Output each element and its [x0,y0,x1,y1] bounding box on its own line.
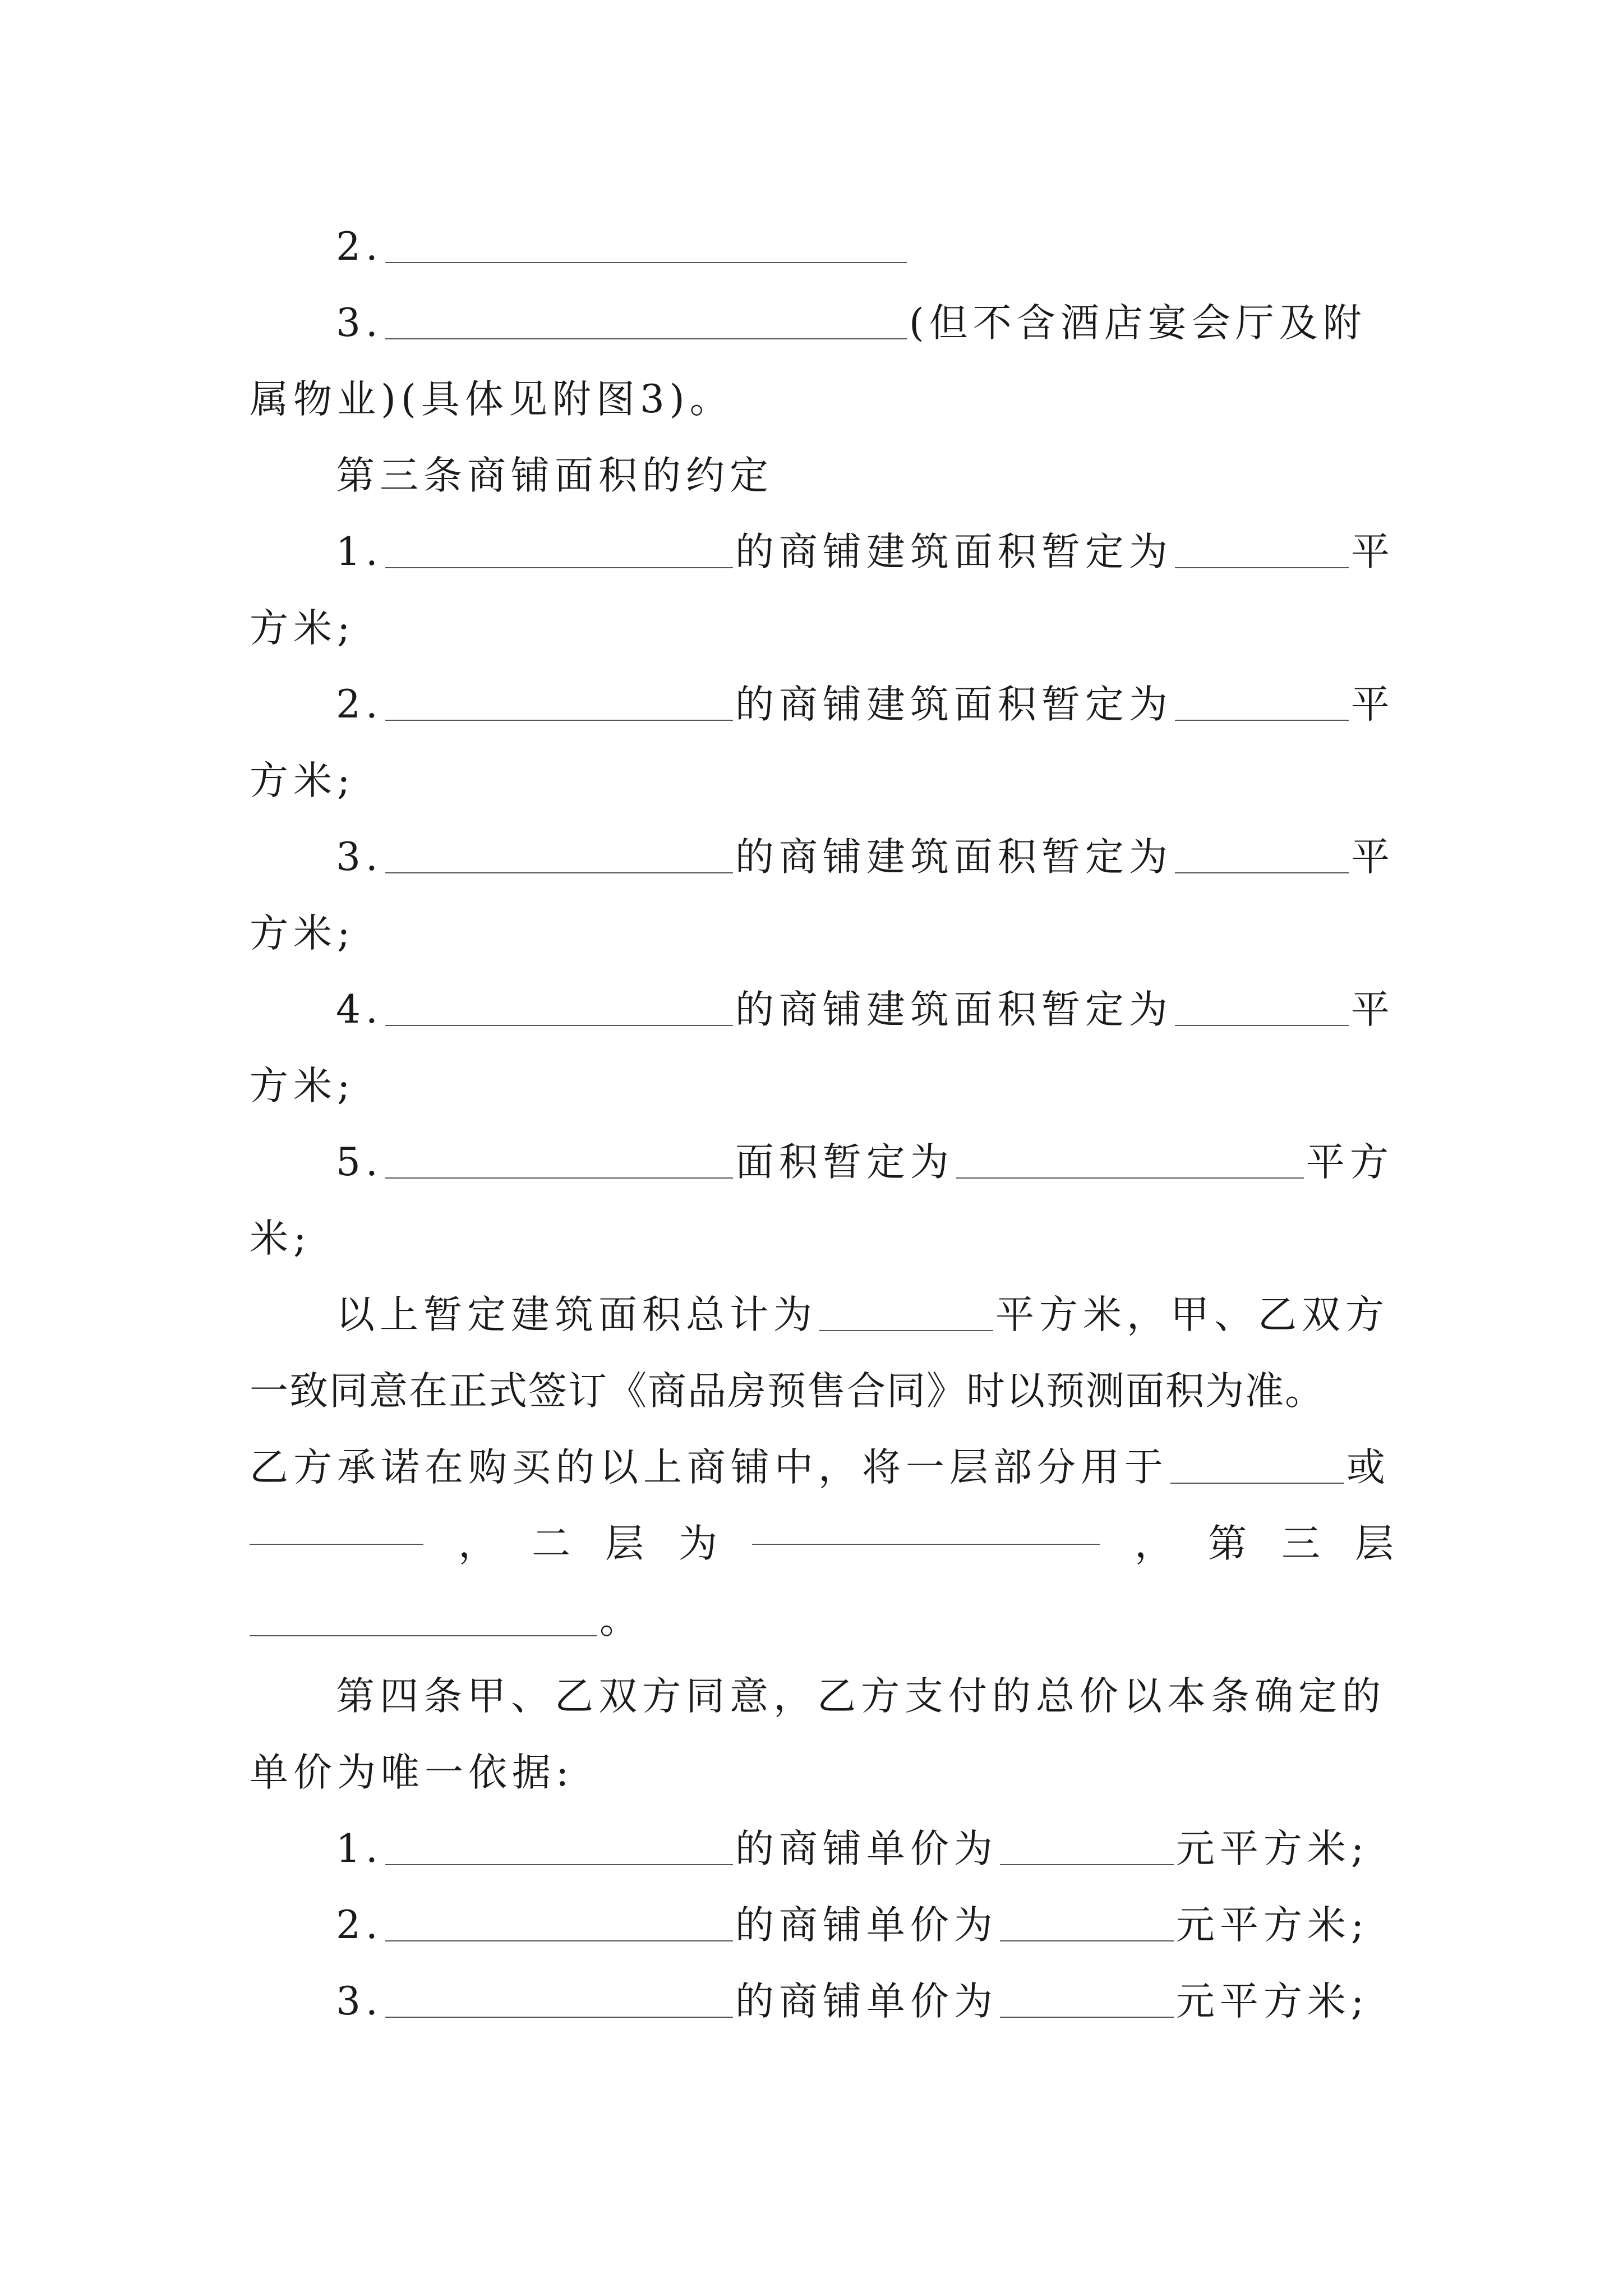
line-text: 平 [1350,682,1395,727]
line-text: 的商铺单价为 [735,1903,998,1948]
line-text: 元平方米; [1175,1979,1370,2024]
agreement-line [250,1353,1394,1429]
item-number: 4. [336,987,383,1032]
blank-field[interactable] [752,1543,1100,1545]
blank-field[interactable] [1170,1482,1344,1484]
blank-field[interactable] [1175,872,1349,873]
blank-field[interactable] [385,719,733,721]
area-item-5 [250,1124,1394,1200]
line-text: 平 [1350,835,1395,880]
continuation-line [250,1734,1394,1811]
blank-field[interactable] [1175,719,1349,721]
line-text: 方米; [250,1064,356,1108]
line-text: 平方米，甲、乙双方 [995,1292,1389,1337]
blank-field[interactable] [1000,1864,1174,1865]
item-number: 3. [336,1979,383,2024]
item-number: 5. [336,1140,383,1185]
blank-field[interactable] [385,261,907,263]
line-text: 的商铺建筑面积暂定为 [735,835,1173,880]
line-text: 面积暂定为 [735,1140,954,1185]
line-text: 的商铺单价为 [735,1979,998,2024]
total-area-line [250,1277,1394,1353]
item-number: 1. [336,530,383,574]
item-number: 2. [336,224,383,269]
continuation-line [250,590,1394,666]
blank-field[interactable] [250,1543,423,1545]
line-text: 方米; [250,758,356,803]
line-text: 单价为唯一依据: [250,1750,574,1795]
floor-usage-line [250,1506,1394,1582]
item-2-line [250,209,1394,285]
usage-line [250,1429,1394,1506]
line-text: 的商铺建筑面积暂定为 [735,530,1173,574]
area-item-4 [250,972,1394,1048]
line-text: (但不含酒店宴会厅及附 [909,301,1367,346]
article-3-heading [250,438,1394,514]
line-text: 平 [1350,987,1395,1032]
item-number: 2. [336,682,383,727]
blank-field[interactable] [1175,567,1349,568]
area-item-3 [250,819,1394,895]
blank-field[interactable] [819,1329,993,1331]
line-text: 第 [1208,1521,1247,1566]
line-text: 平方 [1306,1140,1394,1185]
line-text: 乙方承诺在购买的以上商铺中，将一层部分用于 [250,1445,1168,1490]
line-text: 的商铺建筑面积暂定为 [735,987,1173,1032]
price-item-1 [250,1811,1394,1887]
line-text: 为 [679,1521,717,1566]
area-item-2 [250,666,1394,743]
blank-field[interactable] [956,1177,1304,1179]
item-number: 3. [336,301,383,346]
continuation-line [250,1048,1394,1124]
line-text: 以上暂定建筑面积总计为 [336,1292,817,1337]
line-text: 。 [600,1598,643,1642]
item-3-line [250,285,1394,361]
area-item-1 [250,514,1394,590]
heading-text: 第四条甲、乙双方同意，乙方支付的总价以本条确定的 [336,1674,1386,1719]
blank-field[interactable] [385,872,733,873]
line-text: 层 [1355,1521,1394,1566]
line-text: 层 [605,1521,644,1566]
blank-field[interactable] [385,567,733,568]
continuation-line [250,361,1394,438]
heading-text: 第三条商铺面积的约定 [336,453,773,498]
blank-field[interactable] [250,1635,597,1636]
line-text: ， [1135,1521,1173,1566]
price-item-2 [250,1887,1394,1963]
line-text: 的商铺单价为 [735,1826,998,1871]
blank-field[interactable] [385,1864,733,1865]
blank-field[interactable] [1000,1940,1174,1941]
blank-field[interactable] [385,1940,733,1941]
line-text: 平 [1350,530,1395,574]
line-text: 二 [532,1521,570,1566]
blank-field[interactable] [1000,2016,1174,2018]
line-text: 米; [250,1216,312,1261]
continuation-line [250,895,1394,972]
line-text: 元平方米; [1175,1903,1370,1948]
line-text: 属物业)(具体见附图3)。 [250,377,734,422]
continuation-line [250,1582,1394,1658]
blank-field[interactable] [1175,1024,1349,1026]
blank-field[interactable] [385,1024,733,1026]
item-number: 1. [336,1826,383,1871]
price-item-3 [250,1963,1394,2040]
article-4-heading [250,1658,1394,1734]
item-number: 2. [336,1903,383,1948]
line-text: 方米; [250,606,356,651]
line-text: 或 [1347,1445,1390,1490]
line-text: 的商铺建筑面积暂定为 [735,682,1173,727]
line-text: 方米; [250,911,356,956]
blank-field[interactable] [385,338,907,339]
line-text: 三 [1281,1521,1320,1566]
line-text: ， [458,1521,497,1566]
continuation-line [250,1200,1394,1277]
line-text: 一致同意在正式签订《商品房预售合同》时以预测面积为准。 [250,1369,1325,1414]
continuation-line [250,743,1394,819]
line-text: 元平方米; [1175,1826,1370,1871]
blank-field[interactable] [385,1177,733,1179]
item-number: 3. [336,835,383,880]
blank-field[interactable] [385,2016,733,2018]
